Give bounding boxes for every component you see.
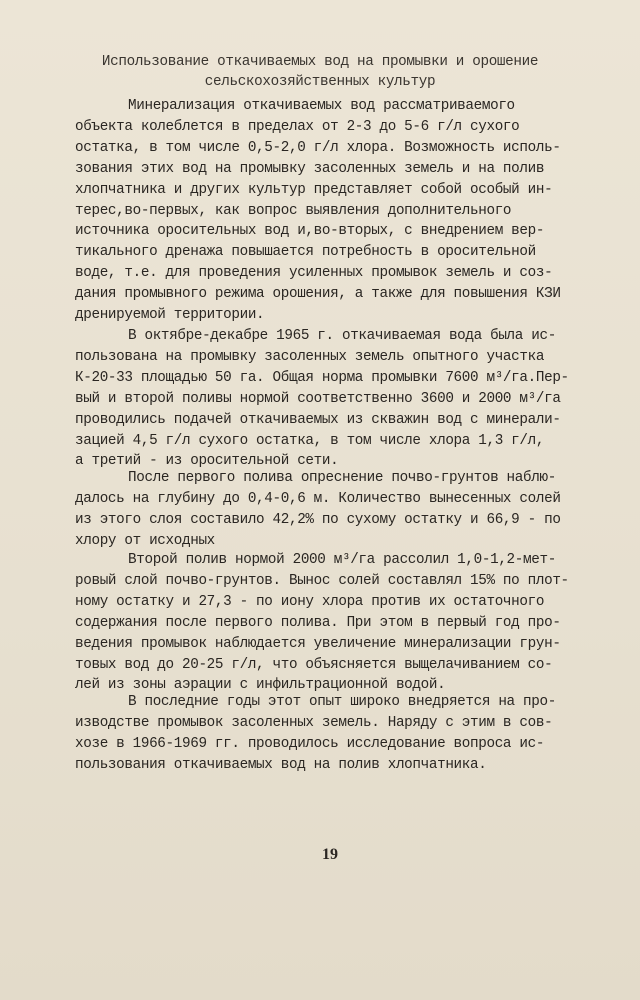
text-line: источника оросительных вод и,во-вторых, с внедрением вер-	[75, 223, 545, 240]
text-line: В октябре-декабре 1965 г. откачиваемая вода была ис-	[128, 328, 556, 344]
text-line: После первого полива опреснение почво-грунтов наблю-	[128, 470, 556, 486]
text-line: зацией 4,5 г/л сухого остатка, в том числе хлора 1,3 г/л,	[75, 432, 545, 449]
text-line: ному остатку и 27,3 - по иону хлора против их остаточного	[75, 593, 545, 610]
text-line: пользования откачиваемых вод на полив хлопчатника.	[75, 756, 487, 773]
text-line: а третий - из оросительной сети.	[75, 453, 339, 470]
text-line: хозе в 1966-1969 гг. проводилось исследование вопроса ис-	[75, 735, 545, 752]
heading-line: Использование откачиваемых вод на промывки и орошение	[101, 54, 539, 70]
text-line: далось на глубину до 0,4-0,6 м. Количество вынесенных солей	[75, 490, 561, 507]
text-line: изводстве промывок засоленных земель. Наряду с этим в сов-	[75, 714, 553, 731]
text-line: дания промывного режима орошения, а также для повышения КЗИ	[75, 286, 561, 303]
text-line: дренируемой территории.	[75, 307, 265, 323]
text-line: проводились подачей откачиваемых из скважин вод с минерали-	[75, 411, 561, 428]
text-line: объекта колеблется в пределах от 2-3 до 5-6 г/л сухого	[75, 118, 520, 135]
text-line: Второй полив нормой 2000 м³/га рассолил 1,0-1,2-мет-	[128, 552, 556, 568]
heading-line: сельскохозяйственных культур	[204, 74, 436, 90]
text-line: В последние годы этот опыт широко внедряется на про-	[128, 694, 556, 710]
text-line: воде, т.е. для проведения усиленных промывок земель и соз-	[75, 265, 553, 282]
text-line: хлору от исходных	[75, 532, 215, 549]
text-line: Минерализация откачиваемых вод рассматриваемого	[128, 98, 515, 114]
text-line: К-20-33 площадью 50 га. Общая норма промывки 7600 м³/га.Пер-	[75, 369, 569, 386]
text-line: хлопчатника и других культур представляет собой особый ин-	[75, 181, 553, 198]
text-line: лей из зоны аэрации с инфильтрационной водой.	[75, 677, 446, 694]
text-line: ведения промывок наблюдается увеличение минерализации грун-	[75, 635, 561, 652]
text-line: из этого слоя составило 42,2% по сухому остатку и 66,9 - по	[75, 511, 561, 528]
text-line: терес,во-первых, как вопрос выявления дополнительного	[75, 202, 512, 219]
text-line: тикального дренажа повышается потребность в оросительной	[75, 244, 536, 261]
text-line: зования этих вод на промывку засоленных земель и на полив	[75, 160, 545, 177]
text-line: ровый слой почво-грунтов. Вынос солей составлял 15% по плот-	[75, 572, 569, 589]
text-line: содержания после первого полива. При этом в первый год про-	[75, 614, 561, 631]
page-number: 19	[322, 846, 338, 863]
text-line: вый и второй поливы нормой соответственно 3600 и 2000 м³/га	[75, 390, 561, 407]
text-line: остатка, в том числе 0,5-2,0 г/л хлора. Возможность исполь-	[75, 139, 561, 156]
text-line: товых вод до 20-25 г/л, что объясняется выщелачиванием со-	[75, 656, 553, 673]
text-line: пользована на промывку засоленных земель опытного участка	[75, 348, 545, 365]
